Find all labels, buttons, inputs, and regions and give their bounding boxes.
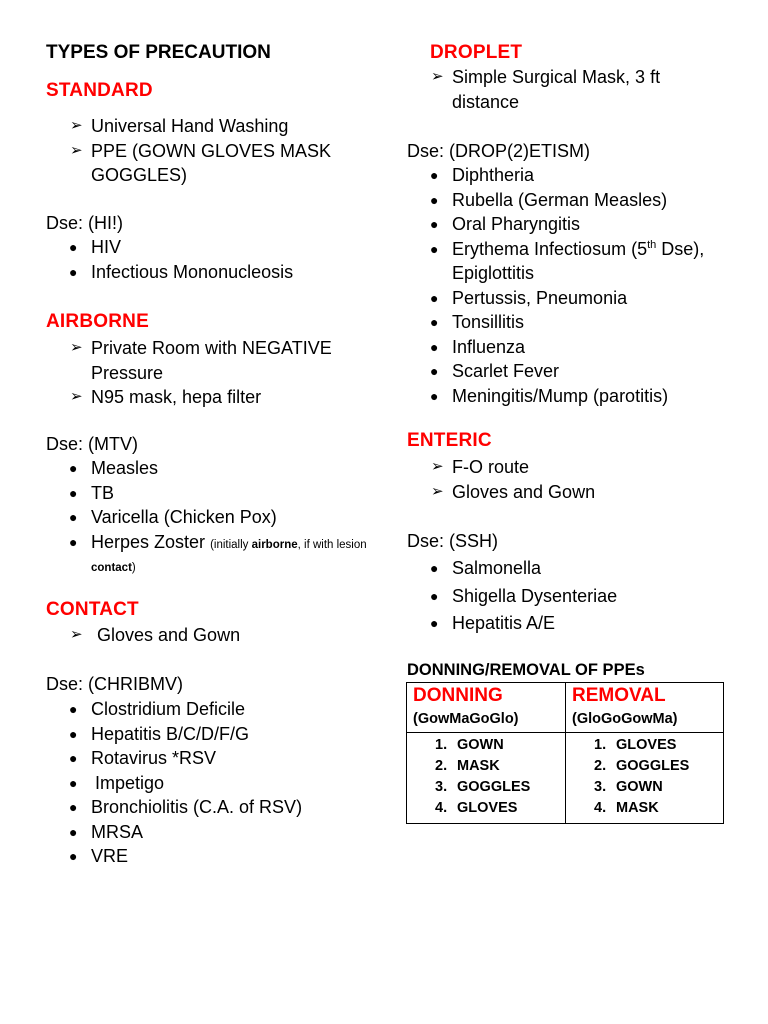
- contact-title: CONTACT: [46, 599, 139, 620]
- list-item: ● Salmonella: [407, 555, 737, 583]
- list-item: ➢ Universal Hand Washing: [46, 114, 376, 139]
- contact-measures: [46, 623, 376, 648]
- dot-bullet-icon: ●: [69, 460, 78, 476]
- ppe-heading: DONNING/REMOVAL OF PPEs: [407, 661, 645, 679]
- list-item: ➢ Private Room with NEGATIVE Pressure: [70, 338, 332, 383]
- standard-measures: [46, 114, 376, 188]
- list-item: ● Infectious Mononucleosis: [46, 260, 376, 285]
- removal-steps: [572, 735, 717, 819]
- list-item: ● Pertussis, Pneumonia: [407, 286, 737, 311]
- dot-bullet-icon: ●: [69, 263, 78, 280]
- list-item: ● TB: [46, 481, 386, 506]
- list-item: ● Rotavirus *RSV: [46, 746, 376, 771]
- list-item: 3. GOWN: [594, 779, 663, 795]
- list-item: ● Impetigo: [46, 771, 376, 796]
- list-item: ● Hepatitis B/C/D/F/G: [46, 722, 376, 747]
- list-item: ● MRSA: [46, 820, 376, 845]
- airborne-title: AIRBORNE: [46, 311, 149, 332]
- removal-mnemonic: (GloGoGowMa): [572, 711, 678, 727]
- dot-bullet-icon: ●: [430, 363, 439, 379]
- contact-dse-label: Dse: (CHRIBMV): [46, 674, 184, 694]
- dot-bullet-icon: ●: [430, 387, 439, 404]
- herpes-note: (initially airborne, if with lesion contact): [91, 538, 367, 574]
- list-item: 2. GOGGLES: [594, 758, 690, 774]
- list-item: ➢ F-O route: [407, 455, 707, 480]
- arrow-bullet-icon: ➢: [431, 68, 444, 85]
- list-item: ● Clostridium Deficile: [46, 697, 376, 722]
- dot-bullet-icon: ●: [69, 484, 78, 501]
- list-item: 1. GLOVES: [594, 737, 677, 753]
- dot-bullet-icon: ●: [69, 725, 78, 742]
- list-item: ● Influenza: [407, 335, 737, 360]
- list-item: 4. MASK: [594, 800, 659, 816]
- list-item: ➢ N95 mask, hepa filter: [46, 385, 376, 410]
- dot-bullet-icon: ●: [430, 587, 439, 604]
- list-item: ➢ Gloves and Gown: [46, 623, 376, 648]
- list-item: ● Erythema Infectiosum (5th Dse), Epiglottitis: [430, 238, 705, 283]
- dot-bullet-icon: ●: [430, 216, 439, 232]
- dot-bullet-icon: ●: [69, 509, 78, 525]
- removal-header-cell: [566, 683, 724, 733]
- removal-title: REMOVAL: [572, 685, 666, 706]
- arrow-bullet-icon: ➢: [70, 117, 83, 134]
- list-item: 1. GOWN: [435, 737, 504, 753]
- list-item: ● Oral Pharyngitis: [407, 212, 737, 237]
- enteric-title: ENTERIC: [407, 430, 492, 451]
- airborne-dse-label: Dse: (MTV): [46, 434, 138, 454]
- list-item: ● VRE: [46, 844, 376, 869]
- droplet-title: DROPLET: [430, 42, 523, 63]
- dot-bullet-icon: ●: [430, 167, 439, 183]
- dot-bullet-icon: ●: [69, 533, 78, 550]
- list-item: ➢ Gloves and Gown: [407, 480, 707, 505]
- dot-bullet-icon: ●: [69, 848, 78, 864]
- dot-bullet-icon: ●: [430, 314, 439, 330]
- dot-bullet-icon: ●: [430, 615, 439, 631]
- airborne-diseases: [46, 456, 386, 578]
- donning-steps-cell: [407, 733, 566, 824]
- list-item: ● Bronchiolitis (C.A. of RSV): [46, 795, 376, 820]
- dot-bullet-icon: ●: [430, 289, 439, 306]
- list-item: ● Rubella (German Measles): [407, 188, 737, 213]
- droplet-diseases: [407, 163, 737, 408]
- table-row: [407, 733, 724, 824]
- airborne-measures: [46, 336, 376, 410]
- donning-mnemonic: (GowMaGoGlo): [413, 711, 519, 727]
- standard-title: STANDARD: [46, 80, 153, 101]
- document-title: TYPES OF PRECAUTION: [46, 42, 271, 63]
- enteric-dse-label: Dse: (SSH): [407, 531, 499, 551]
- list-item: ● Hepatitis A/E: [407, 610, 737, 638]
- dot-bullet-icon: ●: [69, 799, 78, 815]
- arrow-bullet-icon: ➢: [70, 626, 83, 643]
- enteric-measures: [407, 455, 707, 504]
- dot-bullet-icon: ●: [430, 191, 439, 208]
- arrow-bullet-icon: ➢: [431, 458, 444, 475]
- droplet-dse-label: Dse: (DROP(2)ETISM): [407, 141, 591, 161]
- contact-diseases: [46, 697, 376, 869]
- list-item: ➢ Simple Surgical Mask, 3 ft distance: [431, 67, 661, 112]
- donning-header-cell: [407, 683, 566, 733]
- ppe-table: [406, 682, 724, 824]
- list-item: ● Shigella Dysenteriae: [407, 583, 737, 611]
- dot-bullet-icon: ●: [430, 560, 439, 576]
- dot-bullet-icon: ●: [69, 823, 78, 840]
- list-item: 2. MASK: [435, 758, 500, 774]
- arrow-bullet-icon: ➢: [70, 339, 83, 356]
- list-item: ● Herpes Zoster (initially airborne, if with lesion contact): [69, 531, 367, 574]
- list-item: ➢ PPE (GOWN GLOVES MASK GOGGLES): [70, 140, 332, 185]
- list-item: 3. GOGGLES: [435, 779, 531, 795]
- list-item: ● Diphtheria: [407, 163, 737, 188]
- arrow-bullet-icon: ➢: [70, 388, 83, 405]
- list-item: ● Measles: [46, 456, 386, 481]
- dot-bullet-icon: ●: [430, 240, 439, 257]
- list-item: ● HIV: [46, 235, 376, 260]
- list-item: ● Scarlet Fever: [407, 359, 737, 384]
- list-item: ● Varicella (Chicken Pox): [46, 505, 386, 530]
- dot-bullet-icon: ●: [69, 774, 78, 791]
- standard-dse-label: Dse: (HI!): [46, 213, 124, 233]
- list-item: ● Meningitis/Mump (parotitis): [407, 384, 737, 409]
- dot-bullet-icon: ●: [69, 239, 78, 255]
- arrow-bullet-icon: ➢: [70, 141, 83, 159]
- dot-bullet-icon: ●: [430, 338, 439, 355]
- donning-title: DONNING: [413, 685, 503, 706]
- droplet-measures: [407, 65, 707, 114]
- arrow-bullet-icon: ➢: [431, 482, 444, 500]
- dot-bullet-icon: ●: [69, 701, 78, 717]
- list-item: 4. GLOVES: [435, 800, 518, 816]
- dot-bullet-icon: ●: [69, 750, 78, 766]
- list-item: ● Tonsillitis: [407, 310, 737, 335]
- enteric-diseases: [407, 555, 737, 638]
- removal-steps-cell: [566, 733, 724, 824]
- donning-steps: [413, 735, 559, 819]
- standard-diseases: [46, 235, 376, 284]
- table-row: [407, 683, 724, 733]
